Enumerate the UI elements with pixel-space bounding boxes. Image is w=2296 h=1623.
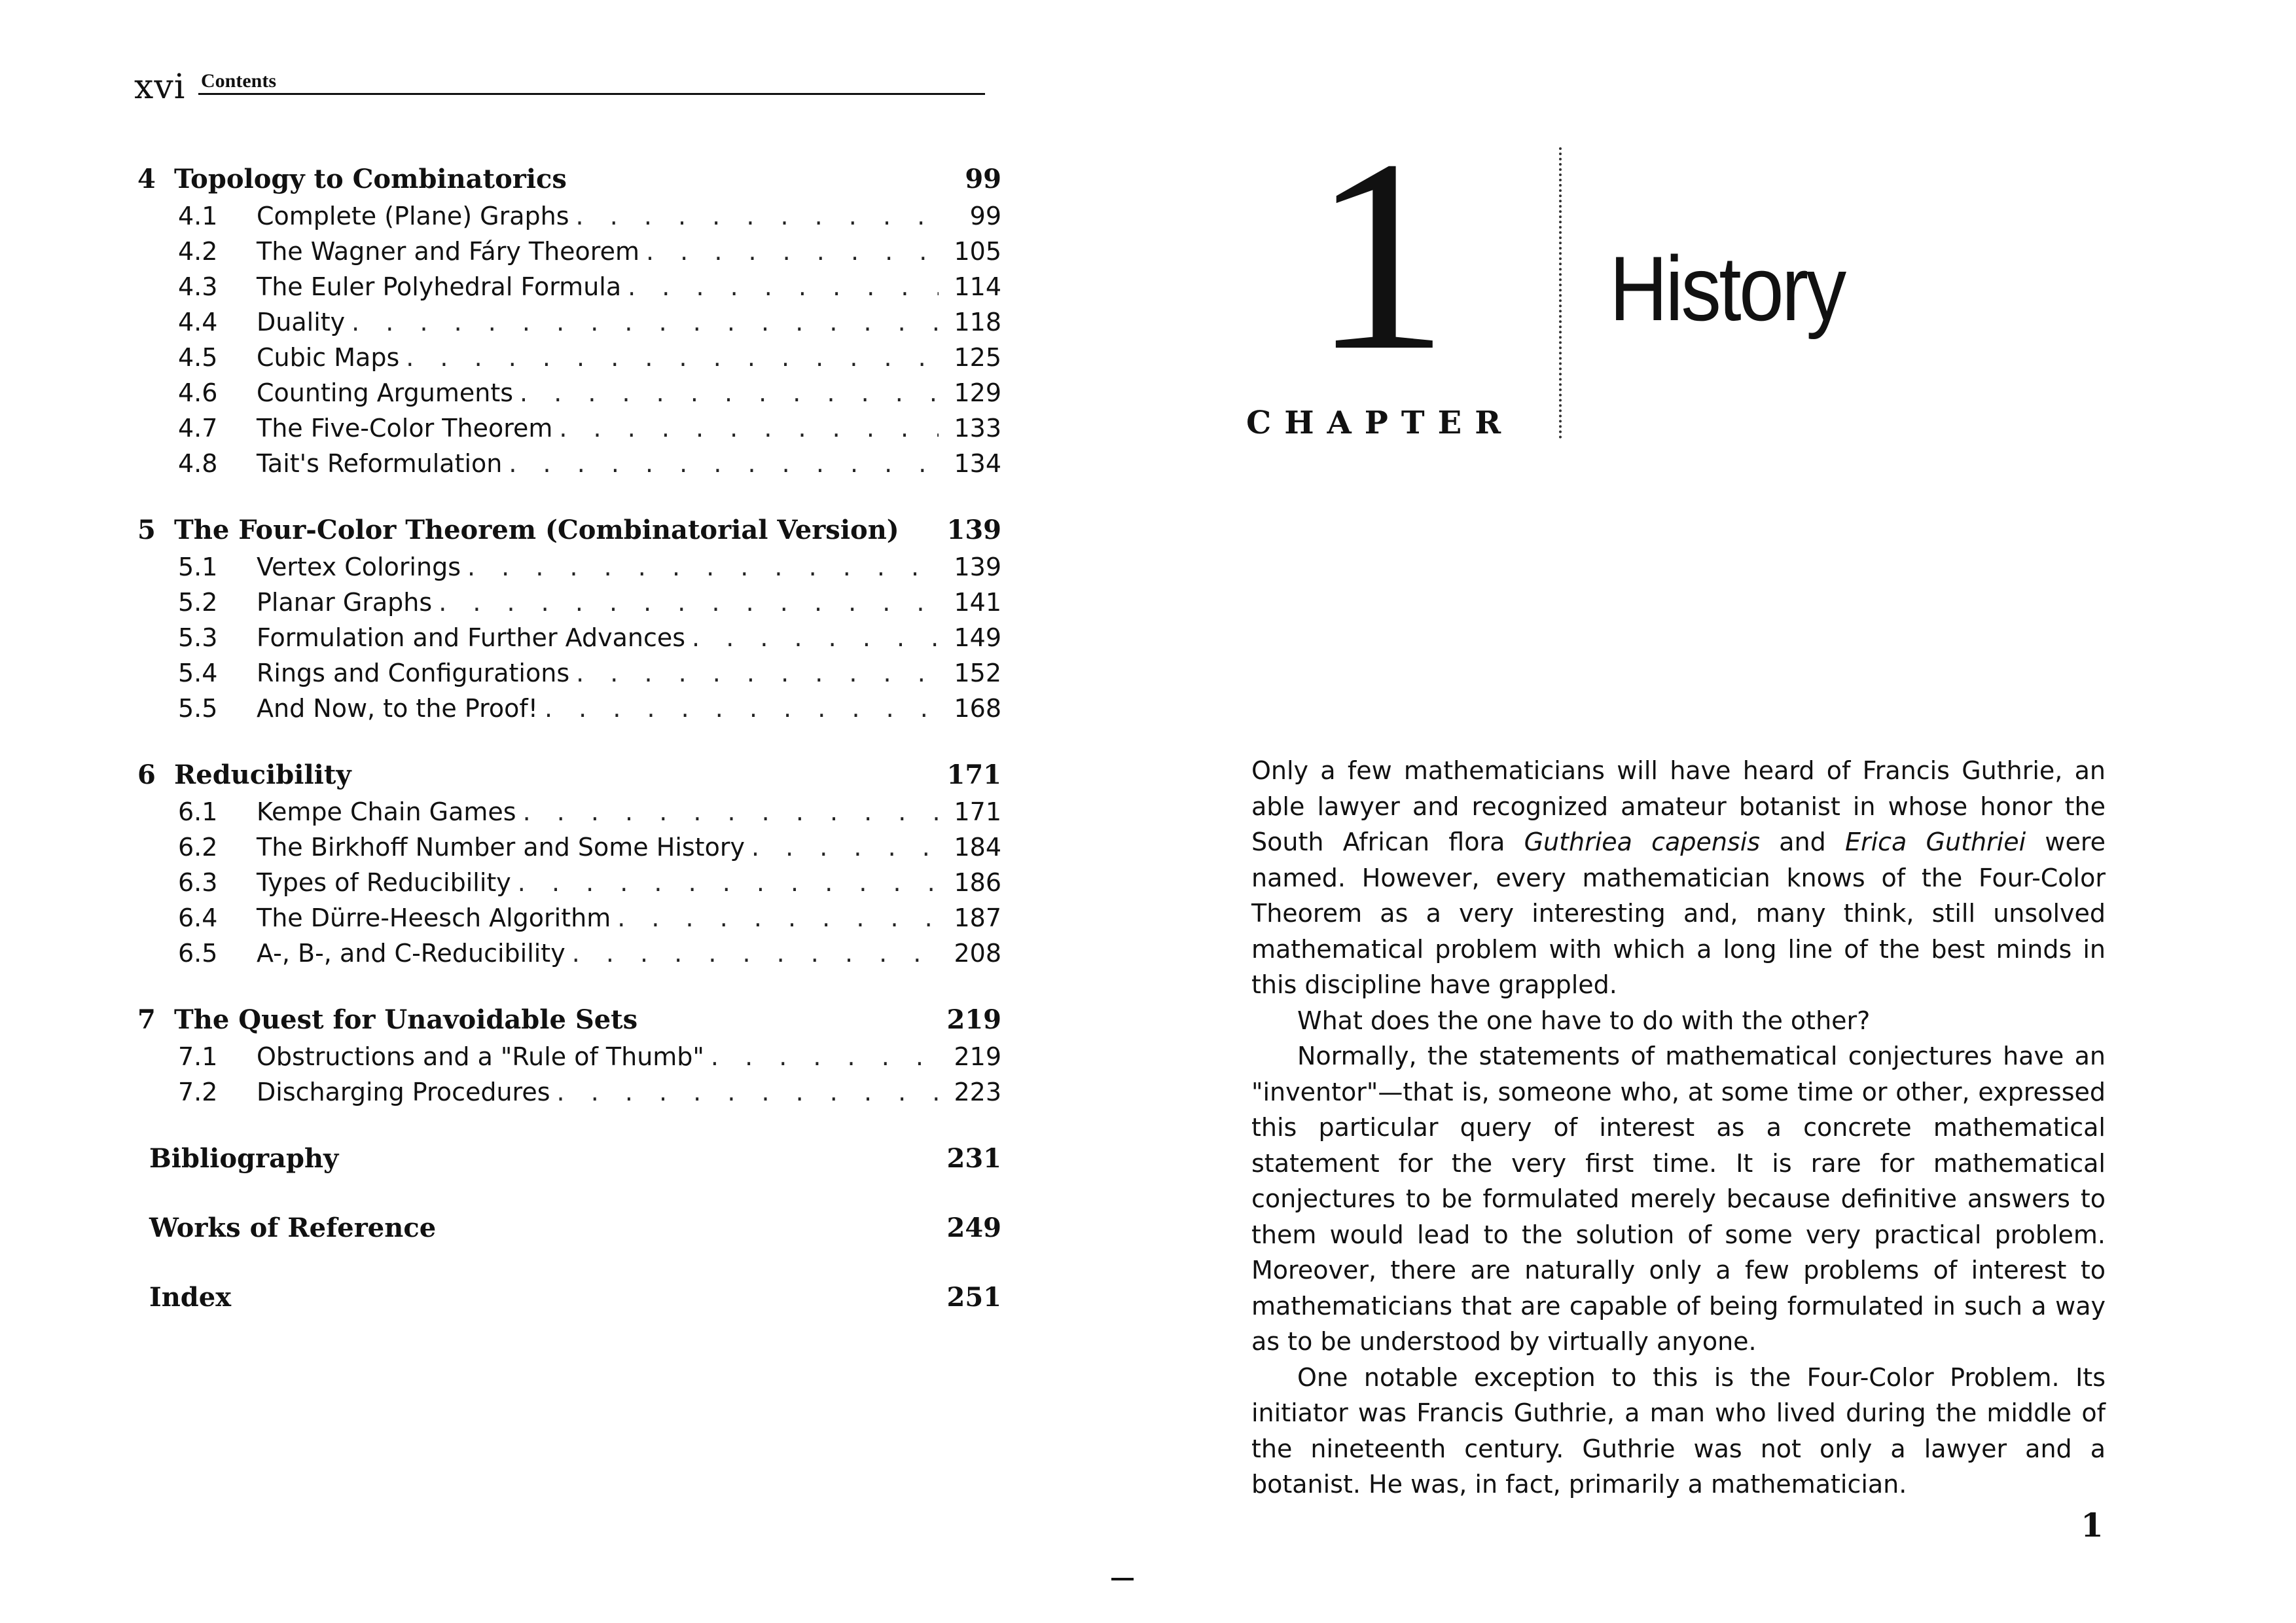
toc-section-number: 4.6 <box>178 378 218 407</box>
toc-chapter-number: 5 <box>137 515 156 545</box>
paragraph: One notable exception to this is the Four-Color Problem. Its initiator was Francis Guthrie, a man who lived during the middle of the nineteenth century. Guthrie was not only a lawyer and a botanist. He was, in fact, primarily a mathematician. <box>1251 1362 2106 1499</box>
toc-section-page: 133 <box>954 414 1001 443</box>
toc-section[interactable] <box>137 833 1001 868</box>
toc-section-number: 5.2 <box>178 588 218 617</box>
page-number: 1 <box>2081 1506 2104 1544</box>
toc-chapter-heading[interactable] <box>137 759 1001 797</box>
toc-section[interactable] <box>137 659 1001 694</box>
toc-section-number: 6.2 <box>178 833 218 862</box>
toc-chapter <box>137 164 1001 484</box>
toc-section-page: 125 <box>954 343 1001 372</box>
toc-chapter-number: 7 <box>137 1004 156 1035</box>
leader-dots <box>467 553 939 581</box>
toc-section-page: 171 <box>954 797 1001 826</box>
toc-section-page: 187 <box>954 903 1001 932</box>
toc-section-title: Counting Arguments <box>257 378 514 407</box>
leader-dots <box>576 659 939 687</box>
toc-chapter-title: Topology to Combinatorics <box>174 164 567 194</box>
toc-chapter-title: Reducibility <box>174 759 351 790</box>
body-text <box>1251 753 2106 1503</box>
toc-section[interactable] <box>137 868 1001 903</box>
toc-back-matter-page: 231 <box>946 1143 1001 1174</box>
leader-dots <box>518 868 939 897</box>
toc-section-number: 4.5 <box>178 343 218 372</box>
toc-section[interactable] <box>137 939 1001 974</box>
toc-section[interactable] <box>137 378 1001 414</box>
toc-back-matter-item[interactable] <box>137 1282 1001 1321</box>
toc-section-title: And Now, to the Proof! <box>257 694 539 723</box>
paragraph: Normally, the statements of mathematical conjectures have an "inventor"—that is, someone who, at some time or other, expressed this particular query of interest as a concrete mathematical statement for the very first time. It is rare for mathematical conjectures to be formulated merely because definitive answers to them would lead to the solution of some very practical problem. Moreover, there are naturally only a few problems of interest to mathematicians that are capable of being formulated in such a way as to be understood by virtually anyone. <box>1251 1042 2106 1356</box>
toc-chapter-heading[interactable] <box>137 515 1001 553</box>
gutter-mark <box>1111 1578 1134 1580</box>
toc-section-title: Formulation and Further Advances <box>257 623 686 652</box>
toc-section-page: 139 <box>954 553 1001 581</box>
toc-section-number: 6.5 <box>178 939 218 968</box>
leader-dots <box>545 694 939 723</box>
toc-section-page: 118 <box>954 308 1001 337</box>
toc-section-number: 5.1 <box>178 553 218 581</box>
toc-section[interactable] <box>137 1042 1001 1078</box>
toc-section-title: A-, B-, and C-Reducibility <box>257 939 565 968</box>
table-of-contents <box>137 164 1001 1351</box>
running-title: Contents <box>201 70 277 92</box>
toc-section-page: 129 <box>954 378 1001 407</box>
toc-back-matter-page: 251 <box>946 1282 1001 1313</box>
page-number: xvi <box>134 67 186 107</box>
toc-section-title: Obstructions and a "Rule of Thumb" <box>257 1042 704 1071</box>
leader-dots <box>646 237 939 266</box>
toc-section-number: 4.8 <box>178 449 218 478</box>
toc-section-page: 168 <box>954 694 1001 723</box>
toc-section[interactable] <box>137 553 1001 588</box>
leader-dots <box>751 833 939 862</box>
toc-chapter-heading[interactable] <box>137 164 1001 202</box>
leader-dots <box>509 449 939 478</box>
leader-dots <box>439 588 939 617</box>
toc-chapter-page: 219 <box>946 1004 1001 1035</box>
toc-back-matter-title: Works of Reference <box>149 1213 437 1243</box>
toc-section-title: The Euler Polyhedral Formula <box>257 272 622 301</box>
toc-chapter-page: 99 <box>965 164 1001 194</box>
toc-section-title: Types of Reducibility <box>257 868 511 897</box>
paragraph: What does the one have to do with the other? <box>1297 1006 1871 1035</box>
toc-section-page: 223 <box>954 1078 1001 1106</box>
toc-section-number: 4.4 <box>178 308 218 337</box>
leader-dots <box>692 623 939 652</box>
toc-section-number: 4.1 <box>178 202 218 230</box>
toc-section-number: 4.2 <box>178 237 218 266</box>
paragraph: Only a few mathematicians will have heard of Francis Guthrie, an able lawyer and recognized amateur botanist in whose honor the South African flora Guthriea capensis and Erica Guthriei were named. However, every mathematician knows of the Four-Color Theorem as a very interesting and, many think, still unsolved mathematical problem with which a long line of the best minds in this discipline have grappled. <box>1251 756 2106 999</box>
toc-section-page: 114 <box>954 272 1001 301</box>
toc-section-title: Discharging Procedures <box>257 1078 550 1106</box>
toc-back-matter-title: Bibliography <box>149 1143 339 1174</box>
toc-section-title: The Five-Color Theorem <box>257 414 553 443</box>
leader-dots <box>576 202 939 230</box>
leader-dots <box>572 939 939 968</box>
chapter-label: CHAPTER <box>1246 405 1515 441</box>
toc-section-title: The Dürre-Heesch Algorithm <box>257 903 611 932</box>
toc-chapter-heading[interactable] <box>137 1004 1001 1042</box>
toc-section[interactable] <box>137 1078 1001 1113</box>
chapter-opener-page <box>1148 0 2296 1623</box>
toc-chapter-title: The Four-Color Theorem (Combinatorial Version) <box>174 515 899 545</box>
toc-chapter-number: 4 <box>137 164 156 194</box>
toc-chapter-number: 6 <box>137 759 156 790</box>
toc-chapter-page: 171 <box>946 759 1001 790</box>
leader-dots <box>559 414 939 443</box>
toc-back-matter-page: 249 <box>946 1213 1001 1243</box>
toc-section-number: 6.3 <box>178 868 218 897</box>
leader-dots <box>557 1078 939 1106</box>
toc-chapter <box>137 515 1001 729</box>
toc-section-page: 208 <box>954 939 1001 968</box>
toc-section-number: 7.1 <box>178 1042 218 1071</box>
toc-chapter-page: 139 <box>946 515 1001 545</box>
toc-section[interactable] <box>137 237 1001 272</box>
toc-section[interactable] <box>137 202 1001 237</box>
toc-section[interactable] <box>137 623 1001 659</box>
toc-section[interactable] <box>137 588 1001 623</box>
toc-chapter-title: The Quest for Unavoidable Sets <box>174 1004 638 1035</box>
toc-section-title: The Birkhoff Number and Some History <box>257 833 745 862</box>
toc-section-title: Vertex Colorings <box>257 553 461 581</box>
toc-section-page: 186 <box>954 868 1001 897</box>
toc-back-matter-item[interactable] <box>137 1213 1001 1252</box>
toc-section-title: Tait's Reformulation <box>257 449 503 478</box>
leader-dots <box>351 308 939 337</box>
toc-section-title: Planar Graphs <box>257 588 433 617</box>
toc-chapter <box>137 1004 1001 1113</box>
toc-section[interactable] <box>137 694 1001 729</box>
running-header <box>134 62 985 108</box>
toc-section-page: 152 <box>954 659 1001 687</box>
toc-section-page: 134 <box>954 449 1001 478</box>
toc-section[interactable] <box>137 343 1001 378</box>
toc-section-page: 219 <box>954 1042 1001 1071</box>
toc-back-matter-item[interactable] <box>137 1143 1001 1182</box>
toc-section-title: The Wagner and Fáry Theorem <box>257 237 639 266</box>
toc-section-page: 141 <box>954 588 1001 617</box>
toc-section-page: 99 <box>969 202 1001 230</box>
leader-dots <box>617 903 939 932</box>
toc-section-page: 149 <box>954 623 1001 652</box>
toc-section-number: 5.5 <box>178 694 218 723</box>
toc-section-number: 5.3 <box>178 623 218 652</box>
toc-back-matter-title: Index <box>149 1282 232 1313</box>
toc-section[interactable] <box>137 414 1001 449</box>
toc-section-title: Duality <box>257 308 346 337</box>
toc-section-number: 4.7 <box>178 414 218 443</box>
toc-section-title: Cubic Maps <box>257 343 400 372</box>
toc-section-page: 184 <box>954 833 1001 862</box>
toc-section[interactable] <box>137 272 1001 308</box>
toc-section-title: Kempe Chain Games <box>257 797 516 826</box>
toc-section-page: 105 <box>954 237 1001 266</box>
toc-section[interactable] <box>137 903 1001 939</box>
toc-section-number: 7.2 <box>178 1078 218 1106</box>
leader-dots <box>406 343 939 372</box>
dotted-divider <box>1559 147 1562 439</box>
leader-dots <box>523 797 939 826</box>
toc-section-title: Complete (Plane) Graphs <box>257 202 569 230</box>
toc-section[interactable] <box>137 449 1001 484</box>
toc-section[interactable] <box>137 308 1001 343</box>
toc-section-number: 6.1 <box>178 797 218 826</box>
toc-section-number: 5.4 <box>178 659 218 687</box>
chapter-title: History <box>1609 237 1844 340</box>
toc-section-number: 4.3 <box>178 272 218 301</box>
toc-section[interactable] <box>137 797 1001 833</box>
chapter-number: 1 <box>1312 103 1449 407</box>
leader-dots <box>628 272 939 301</box>
toc-section-title: Rings and Configurations <box>257 659 570 687</box>
toc-section-number: 6.4 <box>178 903 218 932</box>
header-rule <box>198 93 985 95</box>
toc-chapter <box>137 759 1001 974</box>
leader-dots <box>711 1042 939 1071</box>
leader-dots <box>520 378 939 407</box>
